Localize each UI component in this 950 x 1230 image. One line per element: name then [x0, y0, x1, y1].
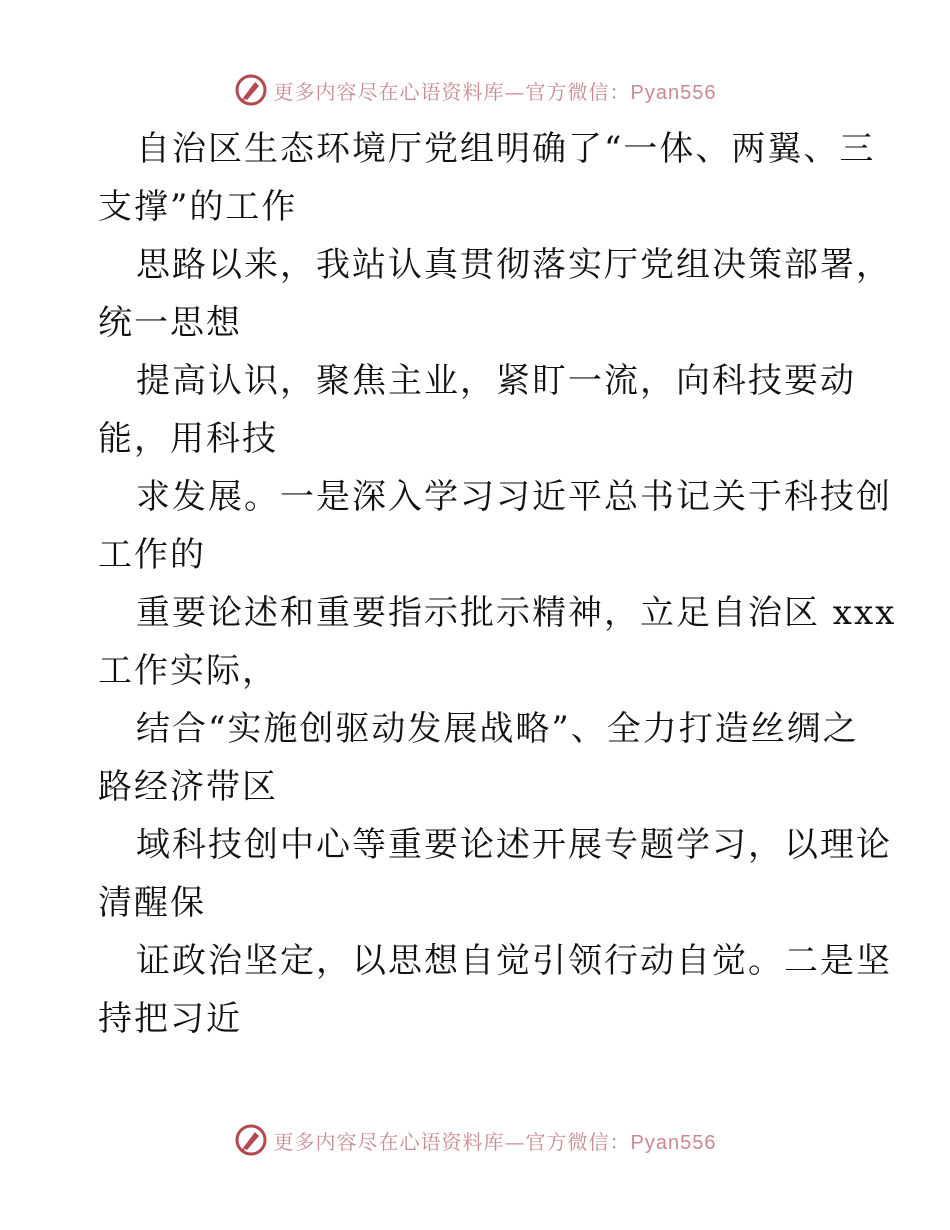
text-line: 工作实际，: [98, 651, 278, 691]
text-line: 思路以来，我站认真贯彻落实厅党组决策部署，: [136, 245, 892, 285]
text-line: 清醒保: [98, 883, 206, 923]
text-line: 证政治坚定，以思想自觉引领行动自觉。二是坚: [136, 941, 892, 981]
text-line: 结合“实施创驱动发展战略”、全力打造丝绸之: [136, 709, 859, 749]
text-line: 工作的: [98, 535, 206, 575]
body-text: [98, 120, 897, 1048]
text-line: 重要论述和重要指示批示精神，立足自治区 xxx: [136, 593, 897, 633]
text-line: 支撑”的工作: [98, 187, 298, 227]
text-line: 域科技创中心等重要论述开展专题学习，以理论: [136, 825, 892, 865]
watermark-text: 更多内容尽在心语资料库—官方微信：Pyan556: [273, 1129, 717, 1154]
text-line: 路经济带区: [98, 767, 278, 807]
text-line: 求发展。一是深入学习习近平总书记关于科技创: [136, 477, 892, 517]
text-line: 提高认识，聚焦主业，紧盯一流，向科技要动: [136, 361, 856, 401]
pen-logo-icon: [234, 73, 268, 107]
text-line: 自治区生态环境厅党组明确了“一体、两翼、三: [136, 129, 876, 169]
text-line: 持把习近: [98, 999, 242, 1039]
text-line: 统一思想: [98, 303, 242, 343]
pen-logo-icon: [234, 1123, 268, 1157]
text-line: 能，用科技: [98, 419, 278, 459]
footer-watermark: [0, 1120, 950, 1160]
header-watermark: [0, 70, 950, 110]
watermark-text: 更多内容尽在心语资料库—官方微信：Pyan556: [273, 79, 717, 104]
